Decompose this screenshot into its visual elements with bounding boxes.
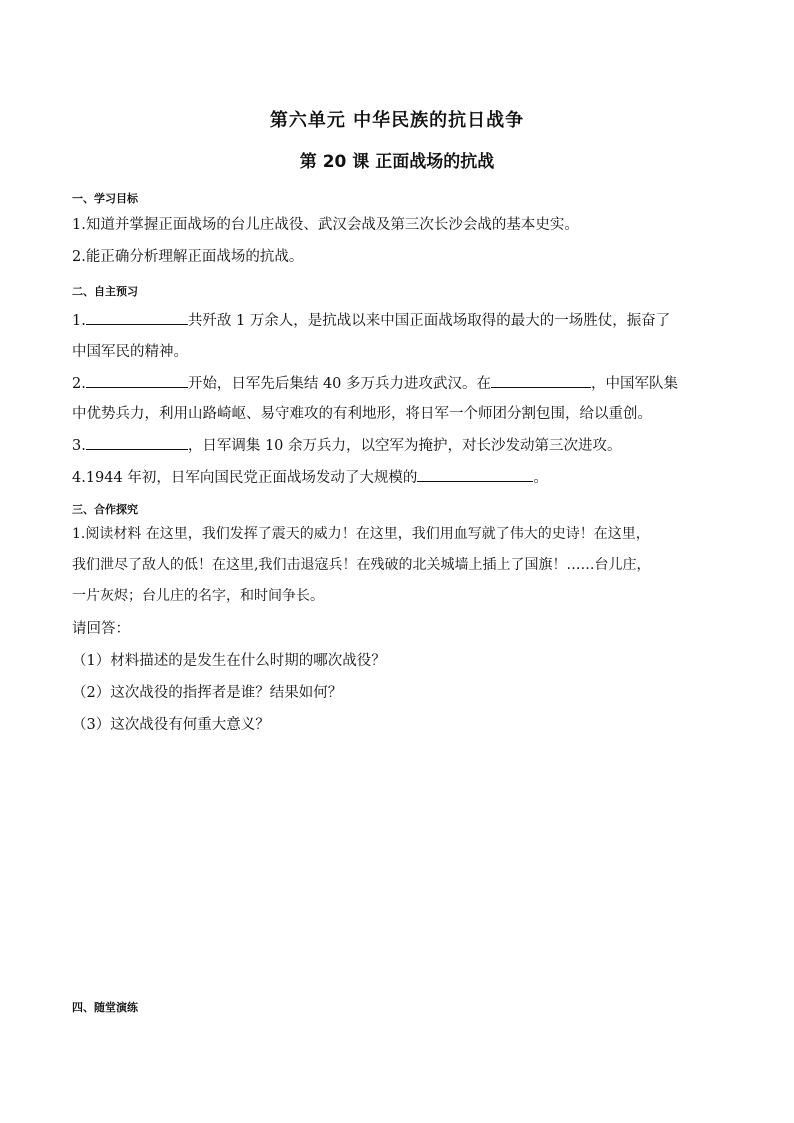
inquiry-question-1: （1）材料描述的是发生在什么时期的哪次战役？ [72,653,386,669]
q3-number: 3. [72,438,86,454]
section-heading-objectives: 一、学习目标 [72,192,138,205]
q3-blank[interactable] [86,435,188,450]
preview-question-1-cont: 中国军民的精神。 [72,344,188,360]
q2-blank-1[interactable] [86,373,188,388]
q2-number: 2. [72,376,86,392]
unit-title: 第六单元 中华民族的抗日战争 [269,110,525,131]
section-heading-preview: 二、自主预习 [72,285,138,298]
q3-text: ，日军调集 10 余万兵力，以空军为掩护，对长沙发动第三次进攻。 [187,438,622,454]
preview-question-2 [72,373,678,394]
inquiry-question-3: （3）这次战役有何重大意义？ [72,717,270,733]
preview-question-4 [72,467,548,488]
q4-end: 。 [533,470,548,486]
inquiry-question-2: （2）这次战役的指挥者是谁？结果如何？ [72,685,343,701]
material-line-3: 一片灰烬；台儿庄的名字，和时间争长。 [72,588,324,604]
section-heading-practice: 四、随堂演练 [72,1001,138,1014]
q2-blank-2[interactable] [491,373,591,388]
q2-text-b: ，中国军队集 [591,376,679,392]
material-line-1: 1.阅读材料 在这里，我们发挥了震天的威力！在这里，我们用血写就了伟大的史诗！在这里， [72,526,650,542]
q2-text-a: 开始，日军先后集结 40 多万兵力进攻武汉。在 [187,376,492,392]
q4-blank[interactable] [417,467,533,482]
objective-1: 1.知道并掌握正面战场的台儿庄战役、武汉会战及第三次长沙会战的基本史实。 [72,217,579,233]
preview-question-2-cont: 中优势兵力，利用山路崎岖、易守难攻的有利地形，将日军一个师团分割包围，给以重创。 [72,406,652,422]
q1-blank[interactable] [86,310,188,325]
q1-text: 共歼敌 1 万余人，是抗战以来中国正面战场取得的最大的一场胜仗，振奋了 [187,313,671,329]
objective-2: 2.能正确分析理解正面战场的抗战。 [72,249,304,265]
preview-question-3 [72,435,622,456]
material-line-2: 我们泄尽了敌人的低！在这里,我们击退寇兵！在残破的北关城墙上插上了国旗！……台儿庄， [72,557,651,573]
lesson-title: 第 20 课 正面战场的抗战 [299,152,495,172]
answer-prompt: 请回答： [72,621,130,637]
section-heading-inquiry: 三、合作探究 [72,503,138,516]
q4-text: 4.1944 年初，日军向国民党正面战场发动了大规模的 [72,470,418,486]
q1-number: 1. [72,313,86,329]
preview-question-1 [72,310,670,331]
